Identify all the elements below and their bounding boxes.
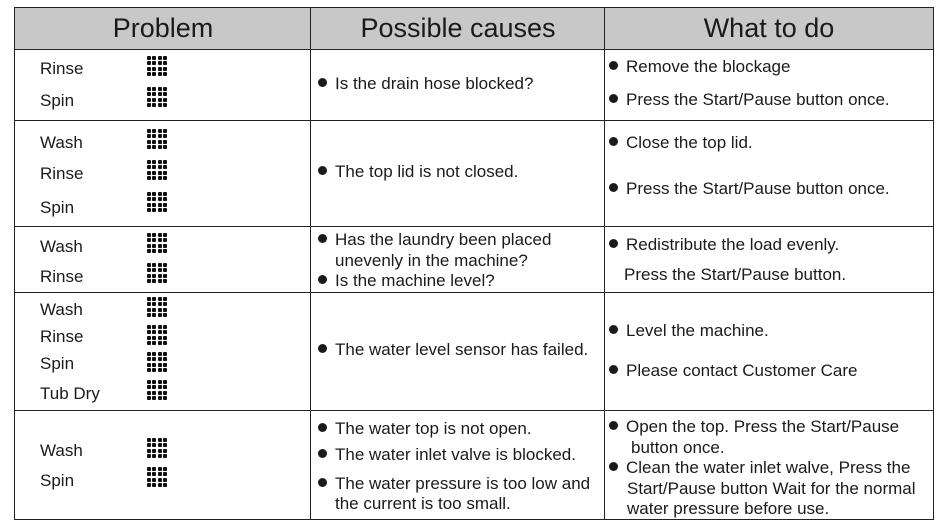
- problem-label: Spin: [40, 471, 75, 490]
- cause-item: The water top is not open.: [318, 419, 532, 439]
- dot-matrix-display-icon: [147, 263, 167, 283]
- dot-matrix-display-icon: [147, 467, 167, 487]
- action-item: Please contact Customer Care: [609, 361, 858, 381]
- action-item-plain: Press the Start/Pause button.: [624, 265, 847, 284]
- dot-matrix-display-icon: [147, 129, 167, 149]
- dot-matrix-display-icon: [147, 233, 167, 253]
- dot-matrix-display-icon: [147, 56, 167, 76]
- problem-label: Spin: [40, 198, 75, 217]
- cause-item: Is the drain hose blocked?: [318, 74, 533, 94]
- problem-label: Rinse: [40, 267, 84, 286]
- action-item-continued: button once.: [631, 438, 725, 457]
- column-divider: [604, 8, 605, 519]
- dot-matrix-display-icon: [147, 87, 167, 107]
- cause-item: The water level sensor has failed.: [318, 340, 588, 360]
- dot-matrix-display-icon: [147, 438, 167, 458]
- problem-label: Tub Dry: [40, 384, 100, 403]
- cause-item: Has the laundry been placed: [318, 230, 551, 250]
- problem-label: Wash: [40, 300, 83, 319]
- cause-item: The top lid is not closed.: [318, 162, 518, 182]
- action-item: Remove the blockage: [609, 57, 790, 77]
- dot-matrix-display-icon: [147, 352, 167, 372]
- dot-matrix-display-icon: [147, 297, 167, 317]
- cause-item-continued: unevenly in the machine?: [335, 251, 528, 270]
- troubleshooting-table: [14, 7, 934, 520]
- problem-label: Wash: [40, 441, 83, 460]
- problem-label: Rinse: [40, 59, 84, 78]
- action-item: Close the top lid.: [609, 133, 753, 153]
- problem-label: Rinse: [40, 327, 84, 346]
- action-item: Press the Start/Pause button once.: [609, 90, 890, 110]
- dot-matrix-display-icon: [147, 325, 167, 345]
- action-item-continued: water pressure before use.: [627, 499, 830, 518]
- row-divider: [15, 292, 933, 293]
- cause-item: The water pressure is too low and: [318, 474, 590, 494]
- cause-item: The water inlet valve is blocked.: [318, 445, 576, 465]
- header-possible-causes: Possible causes: [311, 8, 605, 50]
- dot-matrix-display-icon: [147, 380, 167, 400]
- action-item: Press the Start/Pause button once.: [609, 179, 890, 199]
- problem-label: Rinse: [40, 164, 84, 183]
- problem-label: Wash: [40, 133, 83, 152]
- action-item-continued: Start/Pause button Wait for the normal: [627, 479, 916, 498]
- header-problem: Problem: [15, 8, 311, 50]
- header-what-to-do: What to do: [605, 8, 933, 50]
- action-item: Clean the water inlet walve, Press the: [609, 458, 910, 478]
- dot-matrix-display-icon: [147, 192, 167, 212]
- action-item: Redistribute the load evenly.: [609, 235, 839, 255]
- cause-item-continued: the current is too small.: [335, 494, 511, 513]
- action-item: Level the machine.: [609, 321, 769, 341]
- cause-item: Is the machine level?: [318, 271, 495, 291]
- column-divider: [310, 8, 311, 519]
- row-divider: [15, 410, 933, 411]
- dot-matrix-display-icon: [147, 160, 167, 180]
- action-item: Open the top. Press the Start/Pause: [609, 417, 899, 437]
- problem-label: Spin: [40, 91, 75, 110]
- problem-label: Spin: [40, 354, 75, 373]
- problem-label: Wash: [40, 237, 83, 256]
- row-divider: [15, 120, 933, 121]
- row-divider: [15, 226, 933, 227]
